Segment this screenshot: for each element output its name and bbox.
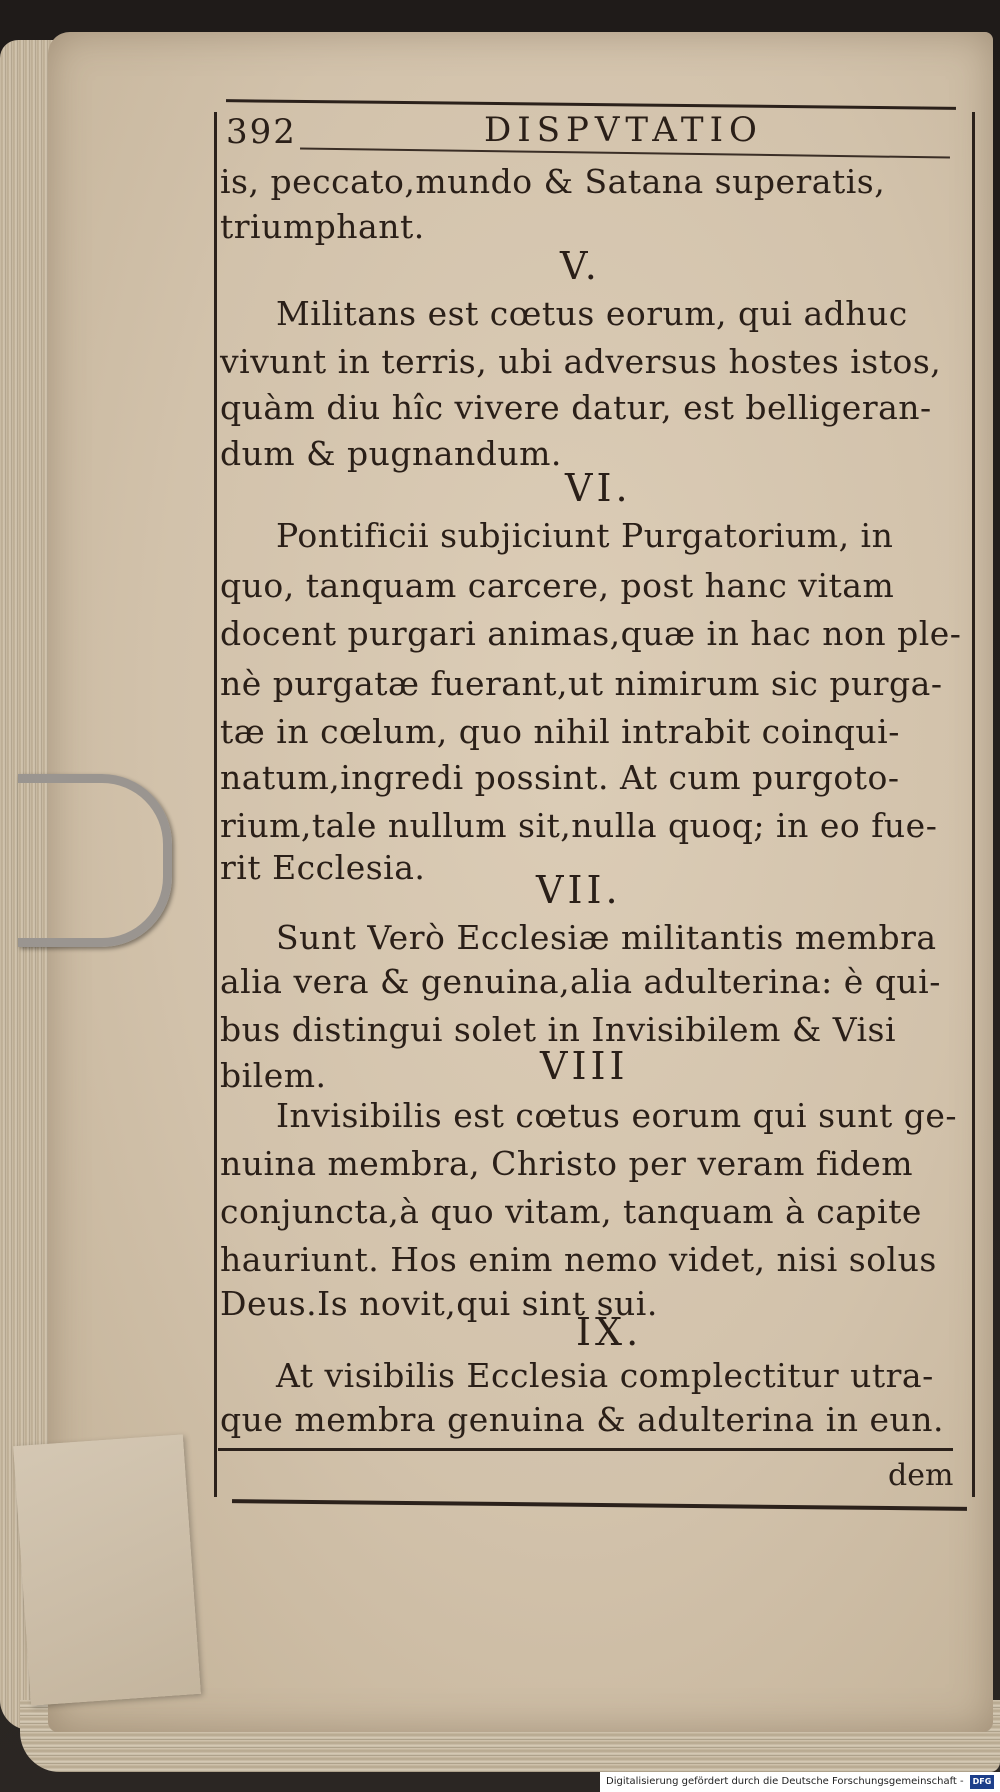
- section-numeral: VI.: [565, 466, 632, 510]
- text-line: Deus.Is novit,qui sint sui.: [220, 1284, 658, 1323]
- text-line: At visibilis Ecclesia complectitur utra-: [276, 1356, 934, 1395]
- text-line: is, peccato,mundo & Satana superatis,: [220, 162, 886, 201]
- text-line: nè purgatæ fuerant,ut nimirum sic purga-: [220, 664, 943, 703]
- page-number: 392: [226, 112, 297, 152]
- text-line: natum,ingredi possint. At cum purgoto-: [220, 758, 900, 797]
- text-line: bus distingui solet in Invisibilem & Visi: [220, 1010, 897, 1049]
- catchword: dem: [888, 1458, 954, 1493]
- text-line: que membra genuina & adulterina in eun.: [220, 1400, 945, 1439]
- text-line: docent purgari animas,quæ in hac non ple-: [220, 614, 962, 653]
- text-line: nuina membra, Christo per veram fidem: [220, 1144, 914, 1183]
- text-line: tæ in cœlum, quo nihil intrabit coinqui-: [220, 712, 900, 751]
- text-line: Militans est cœtus eorum, qui adhuc: [276, 294, 908, 333]
- text-line: Invisibilis est cœtus eorum qui sunt ge-: [276, 1096, 958, 1135]
- text-line: conjuncta,à quo vitam, tanquam à capite: [220, 1192, 922, 1231]
- credit-text: Digitalisierung gefördert durch die Deutsche Forschungsgemeinschaft -: [606, 1776, 964, 1787]
- section-numeral: VIII: [540, 1044, 629, 1088]
- running-head: DISPVTATIO: [484, 110, 763, 150]
- digitization-credit: [600, 1772, 1000, 1792]
- section-numeral: VII.: [536, 868, 622, 912]
- text-line: rit Ecclesia.: [220, 848, 426, 887]
- book-clasp: [18, 774, 172, 947]
- text-line: rium,tale nullum sit,nulla quoq; in eo fue-: [220, 806, 938, 845]
- text-line: alia vera & genuina,alia adulterina: è qui-: [220, 962, 941, 1001]
- text-line: Sunt Verò Ecclesiæ militantis membra: [276, 918, 937, 957]
- text-line: vivunt in terris, ubi adversus hostes istos,: [220, 342, 942, 381]
- text-line: quàm diu hîc vivere datur, est belligeran-: [220, 388, 932, 427]
- text-line: triumphant.: [220, 207, 425, 246]
- text-line: dum & pugnandum.: [220, 434, 562, 473]
- bottom-rule: [218, 1448, 953, 1451]
- section-numeral: IX.: [576, 1310, 643, 1354]
- text-line: bilem.: [220, 1056, 327, 1095]
- text-line: quo, tanquam carcere, post hanc vitam: [220, 566, 895, 605]
- section-numeral: V.: [560, 244, 601, 288]
- text-line: hauriunt. Hos enim nemo videt, nisi solus: [220, 1240, 937, 1279]
- text-line: Pontificii subjiciunt Purgatorium, in: [276, 516, 894, 555]
- paper-scrap: [13, 1434, 201, 1705]
- dfg-logo: DFG: [970, 1775, 994, 1789]
